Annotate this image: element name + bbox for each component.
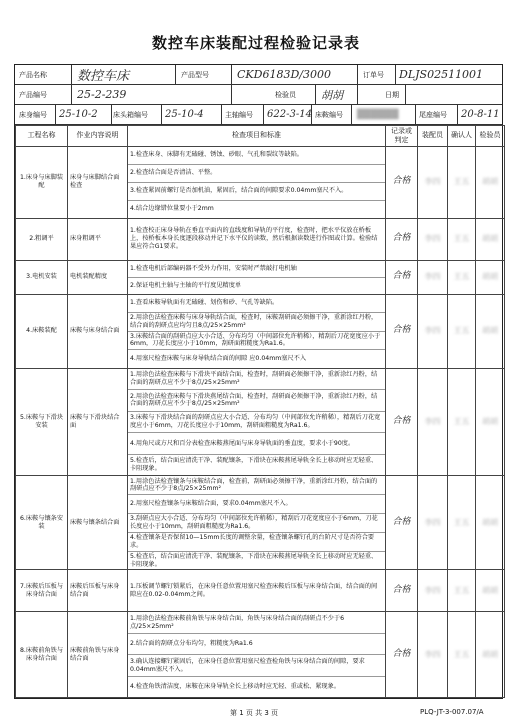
inspection-item <box>128 295 385 314</box>
header-row-1 <box>15 65 502 85</box>
table-header-row <box>16 126 505 147</box>
confirmer-signature: 王五 <box>448 570 476 612</box>
inspection-item <box>128 570 385 611</box>
header-row-3 <box>15 105 502 125</box>
inspection-items <box>128 260 386 294</box>
inspection-item <box>128 369 385 391</box>
inspection-item-text: 4.检查角铁清洁度，床鞍在床身导轨全长上移动时应无轻、重或松、紧现象。 <box>130 683 341 691</box>
inspection-item <box>128 495 385 514</box>
spindle-no-label: 主轴编号 <box>225 110 253 119</box>
table-row <box>16 146 505 218</box>
record-judgement: 合格 <box>386 218 418 260</box>
inspection-item-text: 4.检查镶条是否保留10—15mm长度的调整余量，检查镶条螺钉孔的台阶尺寸是否符合要求。 <box>130 534 375 549</box>
work-content: 床鞍与床身结合面 <box>68 294 128 368</box>
inspection-items <box>128 476 386 570</box>
process-name: 7.床鞍后压板与床身结合面 <box>16 570 68 612</box>
inspection-item <box>128 677 385 698</box>
carriage-no-label: 床鞍编号 <box>315 110 343 119</box>
inspection-item <box>128 390 385 412</box>
confirmer-signature: 王五 <box>448 218 476 260</box>
inspection-item <box>128 278 385 294</box>
assembler-signature: 李四 <box>418 260 448 294</box>
record-judgement: 合格 <box>386 612 418 698</box>
inspection-item-text: 3.检查紧固前螺钉是否加机油，紧固后，结合面的间隙要求0.04mm塞尺不入。 <box>130 187 348 195</box>
inspector-signature: 胡胡 <box>476 146 505 218</box>
document-title: 数控车床装配过程检验记录表 <box>151 34 360 52</box>
col-assembler: 装配员 <box>418 126 448 147</box>
work-content: 床鞍与下滑块结合面 <box>68 368 128 476</box>
inspection-item <box>128 552 385 570</box>
inspection-item <box>128 612 385 634</box>
inspection-item <box>128 350 385 368</box>
process-name: 2.粗调平 <box>16 218 68 260</box>
assembler-signature: 李四 <box>418 218 448 260</box>
product-model-value: CKD6183D/3000 <box>237 68 331 81</box>
assembler-signature: 李四 <box>418 146 448 218</box>
inspection-item <box>128 332 385 351</box>
process-name: 1.床身与床脚装配 <box>16 146 68 218</box>
inspection-items <box>128 612 386 698</box>
process-name: 8.床鞍前角铁与床身结合面 <box>16 612 68 698</box>
document-code: PLQ-JT-3-007.07/A <box>420 708 484 716</box>
inspection-item-text: 1.检查电机后部编码器不受外力作用，安装时严禁敲打电机轴 <box>130 264 297 272</box>
table-row <box>16 368 505 476</box>
confirmer-signature: 王五 <box>448 294 476 368</box>
assembler-signature: 李四 <box>418 476 448 570</box>
inspection-item <box>128 313 385 332</box>
record-judgement: 合格 <box>386 476 418 570</box>
assembler-signature: 李四 <box>418 570 448 612</box>
product-model-label: 产品型号 <box>181 70 209 79</box>
product-name-value: 数控车床 <box>77 69 130 84</box>
inspection-item <box>128 201 385 218</box>
assembler-signature: 李四 <box>418 368 448 476</box>
confirmer-signature: 王五 <box>448 146 476 218</box>
inspection-items <box>128 294 386 368</box>
confirmer-signature: 王五 <box>448 260 476 294</box>
record-judgement: 合格 <box>386 260 418 294</box>
bed-no-label: 床身编号 <box>19 110 47 119</box>
inspection-item-text: 4.结合边缘错位量要小于2mm <box>130 205 214 213</box>
inspection-items <box>128 368 386 476</box>
process-name: 3.电机安装 <box>16 260 68 294</box>
inspection-item-text: 3.刮研点应大小合适、分布均匀（中间部位允许稍稀），精刮后刀花宽度应小于6mm，刀花长度应小于10mm，刮研面粗糙度为Ra1.6。 <box>130 515 378 530</box>
table-row <box>16 218 505 260</box>
inspection-item-text: 1.检查校正床身导轨在垂直平面内的直线度和导轨的平行度，检查时，把水平仪放在桥板上，按桥板本身长度逐段移动并记下水平仪的读数，然后根据读数进行作图或计算。检验结果应符合G1要求。 <box>130 227 378 250</box>
inspection-item <box>128 147 385 165</box>
inspection-item <box>128 183 385 201</box>
inspection-item <box>128 455 385 476</box>
inspection-item-text: 1.检查床身、床脚有无磕碰、锈蚀、砂眼、气孔和裂纹等缺陷。 <box>130 151 303 159</box>
inspection-item-text: 2.用涂色法检查床鞍与床身导轨结合面，检查时，床鞍刮研面必须擦干净，重新涂红丹粉，结合面的刮研点应均匀且8点/25×25mm² <box>130 314 378 329</box>
work-content: 床身与床脚结合面检查 <box>68 146 128 218</box>
inspection-item <box>128 655 385 677</box>
inspection-record-form <box>14 64 503 699</box>
inspector-signature: 胡胡 <box>476 570 505 612</box>
inspection-item <box>128 219 385 260</box>
product-name-label: 产品名称 <box>19 70 47 79</box>
inspection-items <box>128 218 386 260</box>
col-inspector: 检验员 <box>476 126 505 147</box>
inspection-item-text: 1.压板调节螺钉锁紧后，在床身任意位置用塞尺检查床鞍后压板与床身结合面，结合面的间隙应在0.02-0.04mm之间。 <box>130 583 378 598</box>
record-judgement: 合格 <box>386 294 418 368</box>
inspector-label: 检验员 <box>275 90 296 99</box>
order-no-label: 订单号 <box>363 70 384 79</box>
inspector-signature: 胡胡 <box>321 88 343 102</box>
inspection-item-text: 2.结合面的刮研点分布均匀，粗糙度为Ra1.6 <box>130 640 253 648</box>
process-name: 5.床鞍与下滑块安装 <box>16 368 68 476</box>
inspection-item-text: 1.用涂色法检查床鞍前角铁与床身结合面，角铁与床身结合面的刮研点不少于6点/25×25mm² <box>130 614 345 630</box>
table-row <box>16 570 505 612</box>
confirmer-signature: 王五 <box>448 368 476 476</box>
tailstock-no-label: 尾座编号 <box>419 110 447 119</box>
process-name: 6.床鞍与镶条安装 <box>16 476 68 570</box>
col-record: 记录或判定 <box>386 126 418 147</box>
process-name: 4.床鞍装配 <box>16 294 68 368</box>
col-confirmer: 确认人 <box>448 126 476 147</box>
headstock-no-value: 25-10-4 <box>165 109 204 120</box>
table-row <box>16 612 505 698</box>
inspection-items <box>128 146 386 218</box>
bed-no-value: 25-10-2 <box>59 109 98 120</box>
inspector-signature: 胡胡 <box>476 294 505 368</box>
process-table <box>15 125 505 698</box>
col-items: 检查项目和标准 <box>128 126 386 147</box>
table-row <box>16 260 505 294</box>
inspection-item-text: 3.确认连接螺钉紧固后，在床身任意位置用塞尺检查检角铁与床身结合面的间隙，要求0.04mm塞尺不入。 <box>130 657 365 673</box>
inspection-item <box>128 476 385 495</box>
inspector-signature: 胡胡 <box>476 368 505 476</box>
inspection-item-text: 2.保证电机主轴与主轴的平行度见精度单 <box>130 281 242 289</box>
inspection-item <box>128 165 385 183</box>
inspection-item-text: 2.检查结合面是否清洁、平整。 <box>130 169 217 177</box>
table-row <box>16 476 505 570</box>
headstock-no-label: 床头箱编号 <box>113 110 148 119</box>
record-judgement: 合格 <box>386 368 418 476</box>
inspection-item <box>128 412 385 434</box>
assembler-signature: 李四 <box>418 294 448 368</box>
table-row <box>16 294 505 368</box>
inspection-item <box>128 261 385 278</box>
inspection-item-text: 1.用涂色法检查镶条与床鞍结合面，检查前，刮研面必须擦干净，重新涂红丹粉，结合面的刮研点应不少于8点/25×25mm² <box>130 477 378 493</box>
inspection-item-text: 3.床鞍结合面的刮研点应大小合适、分布均匀（中间部位允许稍稀），精刮后刀花宽度应小于6mm，刀花长度应小于10mm，刮研面粗糙度为Ra1.6。 <box>130 332 381 348</box>
inspection-item <box>128 514 385 533</box>
date-label: 日期 <box>385 90 399 99</box>
inspection-item-text: 3.床鞍与下滑块结合面的刮研点应大小合适、分布均匀（中间部位允许稍稀），精刮后刀花宽度应小于6mm，刀花长度应小于10mm，刮研面粗糙度为Ra1.6。 <box>130 414 381 429</box>
inspector-signature: 胡胡 <box>476 218 505 260</box>
product-no-label: 产品编号 <box>19 90 47 99</box>
inspection-item <box>128 433 385 455</box>
work-content: 床身粗调平 <box>68 218 128 260</box>
inspector-signature: 胡胡 <box>476 476 505 570</box>
inspection-item-text: 4.用塞尺检查床鞍与床身导轨结合面的间隙 应0.04mm塞尺不入 <box>130 354 307 362</box>
page-number: 第 1 页 共 3 页 <box>230 709 279 717</box>
inspection-item-text: 4.用角尺或方尺和百分表检查床鞍燕尾面与床身导轨面的垂直度，要求小于90度。 <box>130 439 355 447</box>
header-row-2 <box>15 85 502 105</box>
inspection-item-text: 1.查看床鞍导轨面有无磕碰、划伤和砂、气孔等缺陷。 <box>130 299 279 307</box>
inspection-item-text: 5.检查后，结合面应清洗干净、装配镶条，下滑块在床鞍燕尾导轨全长上移动时应无轻重、卡阻现象。 <box>130 457 378 473</box>
product-no-value: 25-2-239 <box>77 88 127 101</box>
inspection-items <box>128 570 386 612</box>
inspection-item-text: 1.用涂色法检查床鞍与下滑块平面结合面，检查时，刮研面必须擦干净，重新涂红丹粉，结合面的刮研点应不少于8点/25×25mm² <box>130 371 378 386</box>
spindle-no-value: 622-3-14 <box>267 109 312 120</box>
carriage-no-value-redacted: ██████ <box>357 109 399 120</box>
confirmer-signature: 王五 <box>448 476 476 570</box>
assembler-signature: 李四 <box>418 612 448 698</box>
work-content: 床鞍后压板与床身结合面 <box>68 570 128 612</box>
inspector-signature: 胡胡 <box>476 260 505 294</box>
inspection-item-text: 2.用塞尺检查镶条与床鞍结合面，要求0.04mm塞尺不入。 <box>130 500 292 508</box>
work-content: 电机装配精度 <box>68 260 128 294</box>
col-content: 作业内容说明 <box>68 126 128 147</box>
inspection-item <box>128 634 385 656</box>
inspector-signature: 胡胡 <box>476 612 505 698</box>
order-no-value: DLJS02511001 <box>399 68 484 81</box>
inspection-item-text: 2.用涂色法检查床鞍与下滑块燕尾结合面，检查时，刮研面必须擦干净，重新涂红丹粉，结合面的刮研点应不少于8点/25×25mm² <box>130 392 378 408</box>
work-content: 床鞍前角铁与床身结合面 <box>68 612 128 698</box>
col-process: 工程名称 <box>16 126 68 147</box>
record-judgement: 合格 <box>386 146 418 218</box>
inspection-item <box>128 533 385 552</box>
tailstock-no-value: 20-8-11 <box>461 109 500 120</box>
record-judgement: 合格 <box>386 570 418 612</box>
confirmer-signature: 王五 <box>448 612 476 698</box>
inspection-item-text: 5.检查后，结合面应清洗干净、装配镶条，下滑块在床鞍燕尾导轨全长上移动时应无轻重、卡阻现象。 <box>130 552 378 568</box>
work-content: 床鞍与镶条结合面 <box>68 476 128 570</box>
